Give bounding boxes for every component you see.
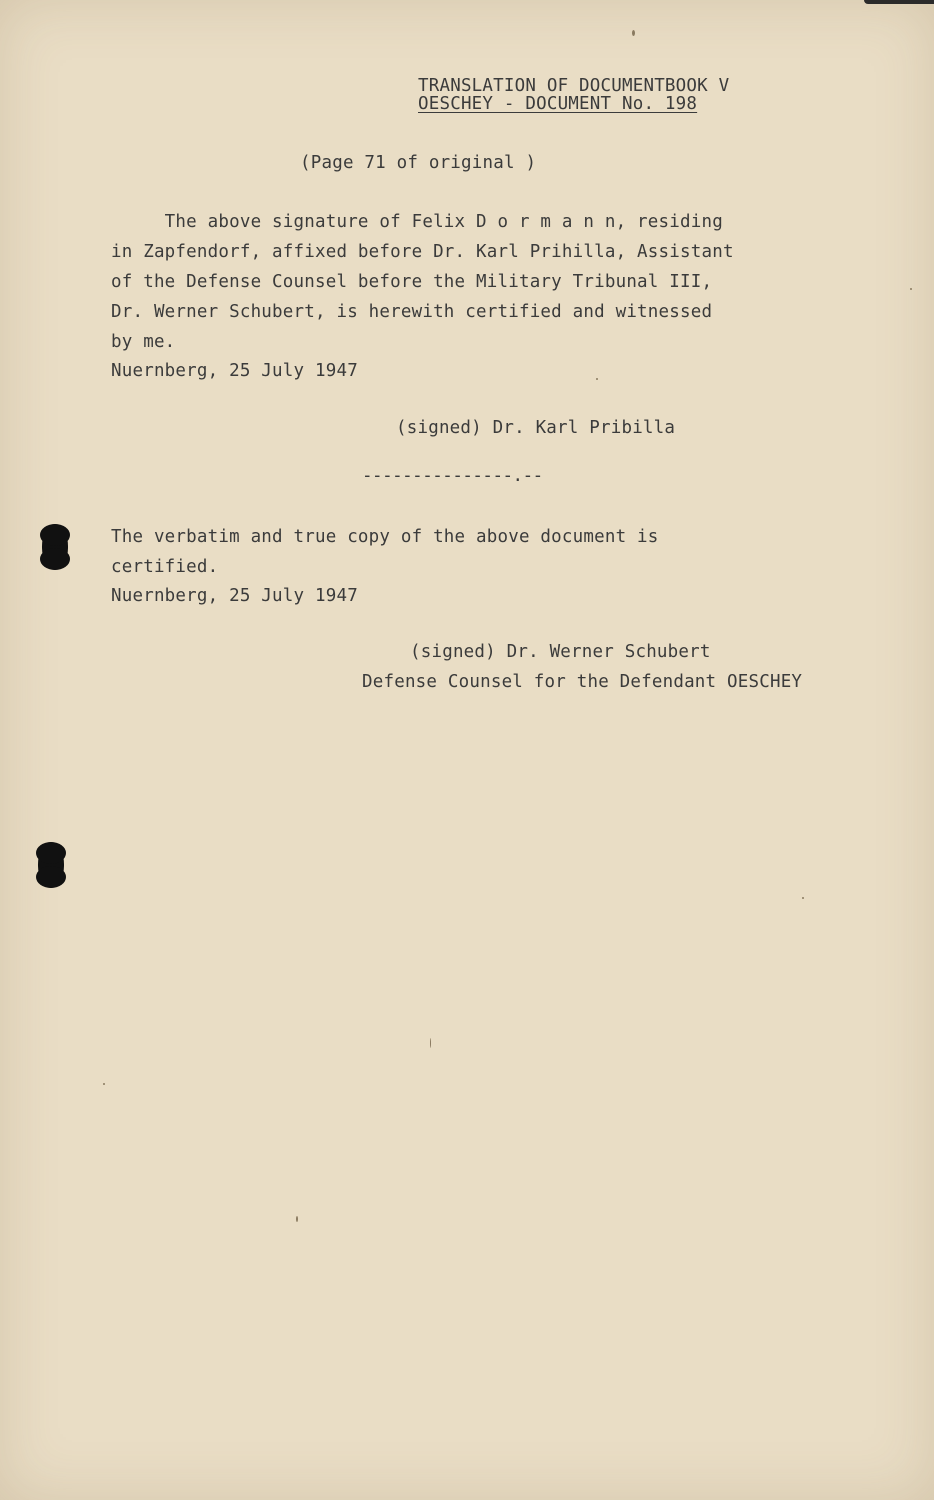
certification-line-2: in Zapfendorf, affixed before Dr. Karl Prihilla, Assistant bbox=[111, 242, 734, 262]
punch-hole-bottom bbox=[38, 842, 64, 888]
copy-certification-line-2: certified. bbox=[111, 557, 219, 577]
page-reference: (Page 71 of original ) bbox=[300, 153, 537, 173]
paper-speck bbox=[910, 288, 912, 290]
copy-certification-signature: (signed) Dr. Werner Schubert bbox=[410, 642, 711, 662]
certification-line-3: of the Defense Counsel before the Military Tribunal III, bbox=[111, 272, 713, 292]
paper-speck bbox=[596, 378, 598, 380]
header-line-2: OESCHEY - DOCUMENT No. 198 bbox=[418, 94, 698, 114]
punch-hole-top bbox=[42, 524, 68, 570]
certification-place-date: Nuernberg, 25 July 1947 bbox=[111, 361, 358, 381]
paper-speck bbox=[296, 1216, 298, 1222]
certification-line-5: by me. bbox=[111, 332, 176, 352]
edge-mark bbox=[864, 0, 934, 4]
separator-line: ---------------.-- bbox=[362, 466, 543, 486]
certification-line-4: Dr. Werner Schubert, is herewith certified and witnessed bbox=[111, 302, 713, 322]
paper-speck bbox=[430, 1038, 431, 1048]
paper-speck bbox=[802, 897, 804, 899]
paper-speck bbox=[632, 30, 635, 36]
copy-certification-role: Defense Counsel for the Defendant OESCHEY bbox=[362, 672, 803, 692]
paper-speck bbox=[103, 1083, 105, 1085]
certification-signature: (signed) Dr. Karl Pribilla bbox=[396, 418, 676, 438]
certification-line-1: The above signature of Felix D o r m a n n, residing bbox=[111, 212, 723, 232]
copy-certification-place-date: Nuernberg, 25 July 1947 bbox=[111, 586, 358, 606]
copy-certification-line-1: The verbatim and true copy of the above document is bbox=[111, 527, 659, 547]
header-line-1: TRANSLATION OF DOCUMENTBOOK V bbox=[418, 76, 730, 96]
